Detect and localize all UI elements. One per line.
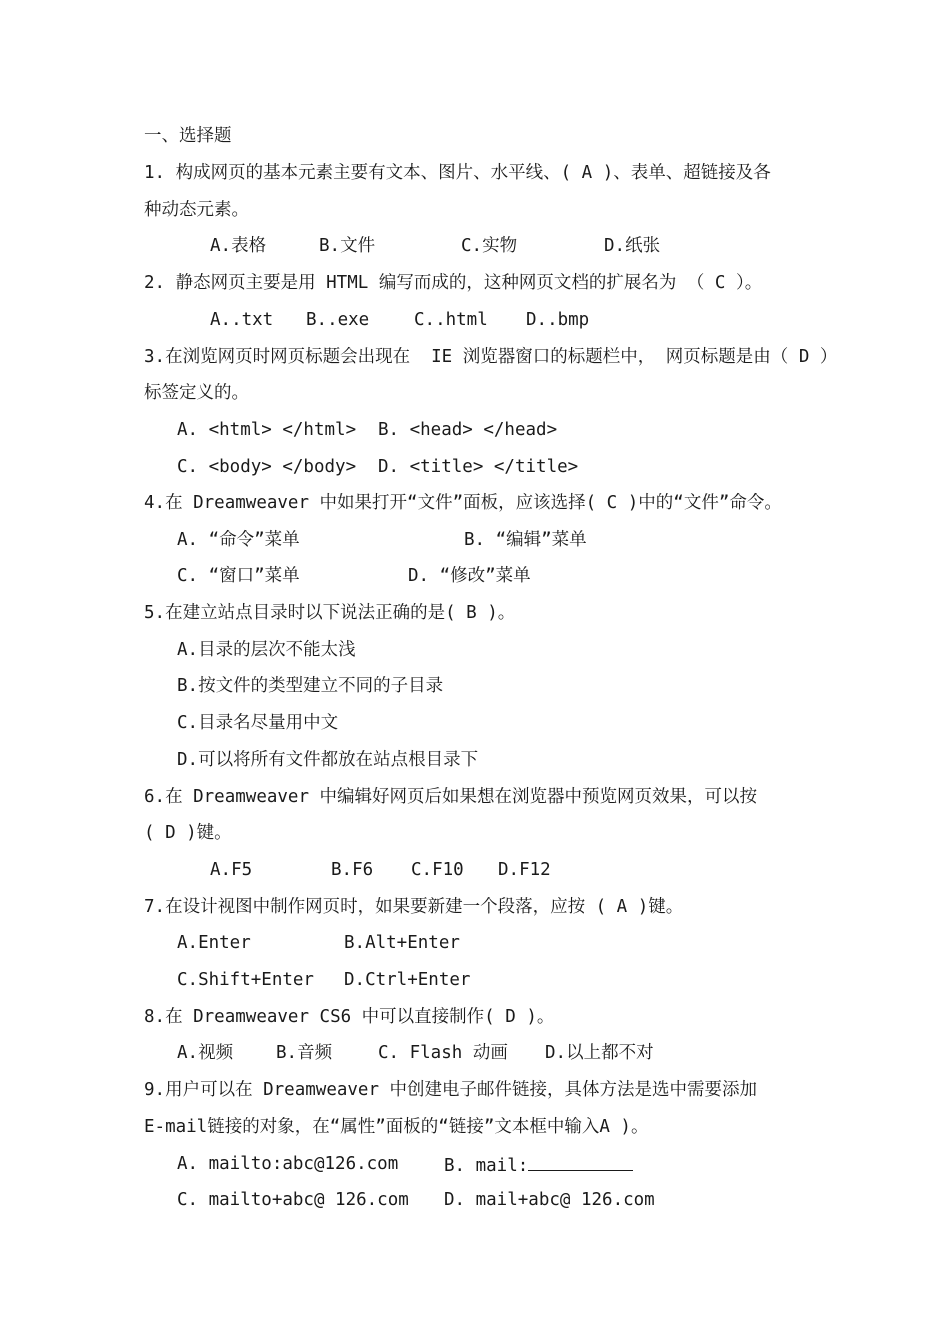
question-9-line-2: E-mail链接的对象，在“属性”面板的“链接”文本框中输入A )。 <box>144 1117 649 1137</box>
question-6-line-2: ( D )键。 <box>144 823 232 843</box>
option-6a: A.F5 <box>210 860 253 880</box>
option-8d: D.以上都不对 <box>545 1043 654 1063</box>
option-8c: C. Flash 动画 <box>378 1043 508 1063</box>
option-5d: D.可以将所有文件都放在站点根目录下 <box>177 750 479 770</box>
question-3-line-1: 3.在浏览网页时网页标题会出现在 IE 浏览器窗口的标题栏中， 网页标题是由（ D ） <box>144 347 838 367</box>
question-9-line-1: 9.用户可以在 Dreamweaver 中创建电子邮件链接，具体方法是选中需要添加 <box>144 1080 758 1100</box>
option-7a: A.Enter <box>177 933 251 953</box>
option-7d: D.Ctrl+Enter <box>344 970 471 990</box>
option-9b-label: B. mail: <box>444 1156 529 1176</box>
option-1a: A.表格 <box>210 236 267 256</box>
option-5b: B.按文件的类型建立不同的子目录 <box>177 676 444 696</box>
option-4c: C. “窗口”菜单 <box>177 566 300 586</box>
option-3a: A. <html> </html> <box>177 420 357 440</box>
option-9d: D. mail+abc@ 126.com <box>444 1190 655 1210</box>
section-title: 一、选择题 <box>144 126 232 146</box>
option-9c: C. mailto+abc@ 126.com <box>177 1190 409 1210</box>
option-1d: D.纸张 <box>604 236 661 256</box>
option-9a: A. mailto:abc@126.com <box>177 1154 399 1174</box>
question-7-line-1: 7.在设计视图中制作网页时，如果要新建一个段落，应按 ( A )键。 <box>144 897 684 917</box>
option-2b: B..exe <box>306 310 370 330</box>
option-6c: C.F10 <box>411 860 464 880</box>
option-6d: D.F12 <box>498 860 551 880</box>
option-3b: B. <head> </head> <box>378 420 558 440</box>
option-8a: A.视频 <box>177 1043 234 1063</box>
option-2c: C..html <box>414 310 488 330</box>
option-5c: C.目录名尽量用中文 <box>177 713 339 733</box>
question-1-line-1: 1. 构成网页的基本元素主要有文本、图片、水平线、( A )、表单、超链接及各 <box>144 163 771 183</box>
question-2-line-1: 2. 静态网页主要是用 HTML 编写而成的，这种网页文档的扩展名为 （ C ）。 <box>144 273 763 293</box>
question-4-line-1: 4.在 Dreamweaver 中如果打开“文件”面板，应该选择( C )中的“文件”命令。 <box>144 493 782 513</box>
option-7c: C.Shift+Enter <box>177 970 314 990</box>
option-1b: B.文件 <box>319 236 376 256</box>
question-5-line-1: 5.在建立站点目录时以下说法正确的是( B )。 <box>144 603 516 623</box>
question-6-line-1: 6.在 Dreamweaver 中编辑好网页后如果想在浏览器中预览网页效果，可以按 <box>144 787 758 807</box>
option-3d: D. <title> </title> <box>378 457 579 477</box>
question-1-line-2: 种动态元素。 <box>144 200 249 220</box>
option-6b: B.F6 <box>331 860 374 880</box>
option-2a: A..txt <box>210 310 274 330</box>
option-2d: D..bmp <box>526 310 590 330</box>
option-3c: C. <body> </body> <box>177 457 357 477</box>
option-8b: B.音频 <box>276 1043 333 1063</box>
option-4b: B. “编辑”菜单 <box>464 530 587 550</box>
option-4d: D. “修改”菜单 <box>408 566 531 586</box>
question-8-line-1: 8.在 Dreamweaver CS6 中可以直接制作( D )。 <box>144 1007 555 1027</box>
question-3-line-2: 标签定义的。 <box>144 383 249 403</box>
option-4a: A. “命令”菜单 <box>177 530 300 550</box>
option-1c: C.实物 <box>461 236 518 256</box>
option-5a: A.目录的层次不能太浅 <box>177 640 356 660</box>
answer-blank <box>528 1152 633 1171</box>
option-9b <box>444 1152 633 1178</box>
option-7b: B.Alt+Enter <box>344 933 460 953</box>
